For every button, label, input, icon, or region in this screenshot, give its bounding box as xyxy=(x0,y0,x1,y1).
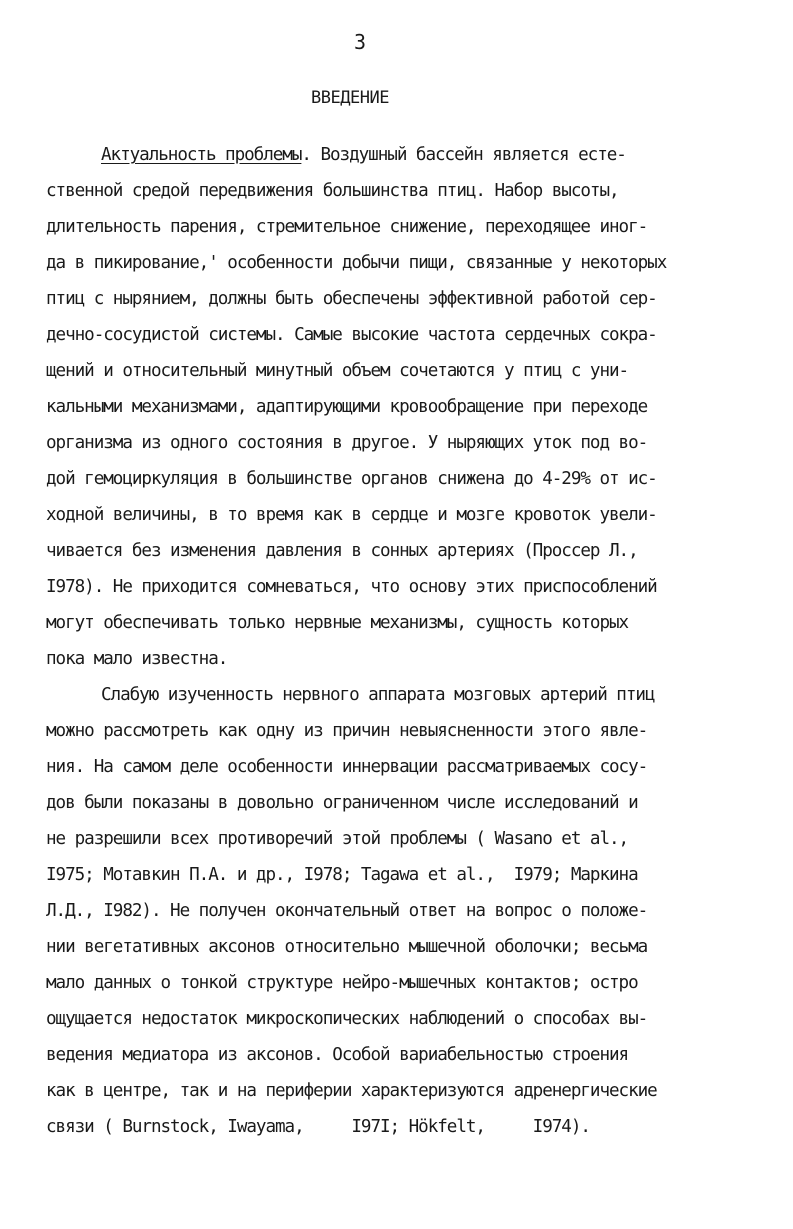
text-line: организма из одного состояния в другое. У ныряющих уток под во- xyxy=(46,433,648,453)
text-line: I975; Мотавкин П.А. и др., I978; Tagawa et al., I979; Маркина xyxy=(46,865,638,885)
text-line: птиц с нырянием, должны быть обеспечены эффективной работой сер- xyxy=(46,289,657,309)
text-line: пока мало известна. xyxy=(46,649,228,669)
text-line: длительность парения, стремительное снижение, переходящее иног- xyxy=(46,217,648,237)
text-line: дой гемоциркуляция в большинстве органов снижена до 4-29% от ис- xyxy=(46,469,657,489)
text-line: Слабую изученность нервного аппарата мозговых артерий птиц xyxy=(101,685,655,705)
text-line: дов были показаны в довольно ограниченном числе исследований и xyxy=(46,793,638,813)
text-span: . Воздушный бассейн является есте- xyxy=(301,145,626,165)
text-line: как в центре, так и на периферии характеризуются адренергические xyxy=(46,1081,657,1101)
text-line xyxy=(101,145,626,165)
text-line: щений и относительный минутный объем сочетаются у птиц с уни- xyxy=(46,361,629,381)
section-heading-underlined: Актуальность проблемы xyxy=(101,145,302,165)
text-line: не разрешили всех противоречий этой проблемы ( Wasano et al., xyxy=(46,829,629,849)
page-number: 3 xyxy=(353,30,367,54)
text-line: ния. На самом деле особенности иннервации рассматриваемых сосу- xyxy=(46,757,648,777)
text-line: мало данных о тонкой структуре нейро-мышечных контактов; остро xyxy=(46,973,638,993)
text-line: чивается без изменения давления в сонных артериях (Проссер Л., xyxy=(46,541,638,561)
text-line: можно рассмотреть как одну из причин невыясненности этого явле- xyxy=(46,721,648,741)
text-line: I978). Не приходится сомневаться, что основу этих приспособлений xyxy=(46,577,657,597)
text-line: дечно-сосудистой системы. Самые высокие частота сердечных сокра- xyxy=(46,325,657,345)
text-line: Л.Д., I982). Не получен окончательный ответ на вопрос о положе- xyxy=(46,901,648,921)
text-line: ведения медиатора из аксонов. Особой вариабельностью строения xyxy=(46,1045,629,1065)
text-line: ственной средой передвижения большинства птиц. Набор высоты, xyxy=(46,181,619,201)
section-title: ВВЕДЕНИЕ xyxy=(311,88,389,108)
text-line: кальными механизмами, адаптирующими кровообращение при переходе xyxy=(46,397,648,417)
text-line: ходной величины, в то время как в сердце и мозге кровоток увели- xyxy=(46,505,657,525)
text-line: связи ( Burnstock, Iwayama, I97I; Hökfelt, I974). xyxy=(46,1117,590,1137)
text-line: нии вегетативных аксонов относительно мышечной оболочки; весьма xyxy=(46,937,648,957)
text-line: ощущается недостаток микроскопических наблюдений о способах вы- xyxy=(46,1009,648,1029)
text-line: да в пикирование,' особенности добычи пищи, связанные у некоторых xyxy=(46,253,667,273)
text-line: могут обеспечивать только нервные механизмы, сущность которых xyxy=(46,613,629,633)
